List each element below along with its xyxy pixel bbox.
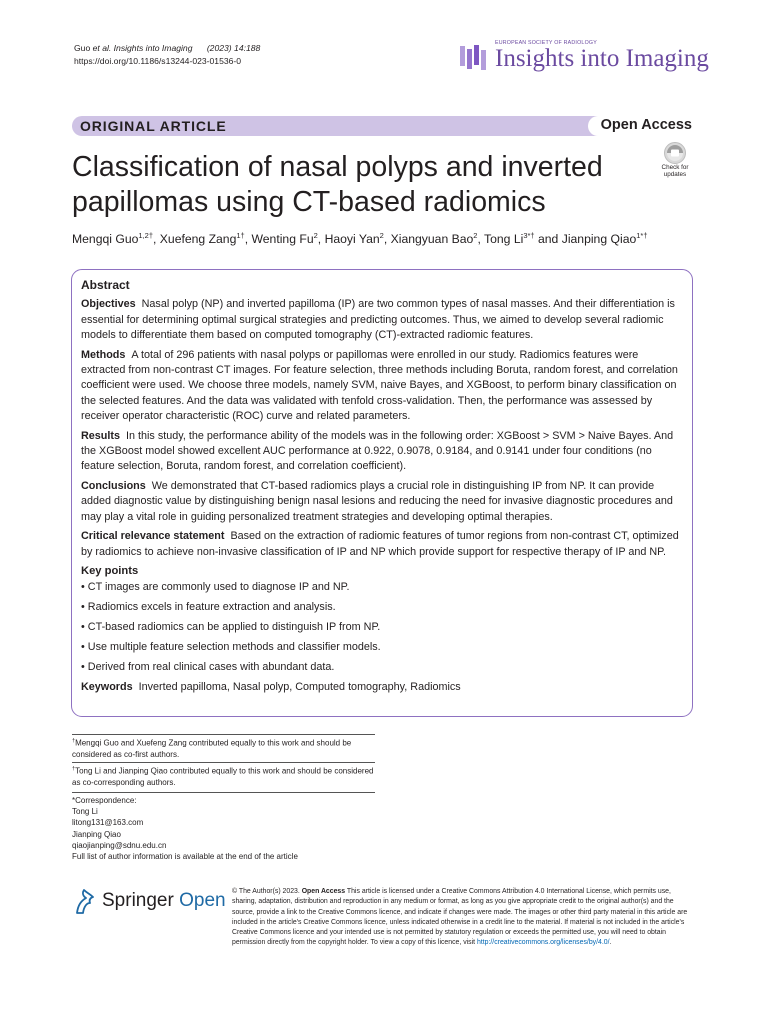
author: Xiangyuan Bao$^2$,	[390, 231, 485, 247]
society-name: EUROPEAN SOCIETY OF RADIOLOGY	[495, 40, 597, 46]
author-info-note: Full list of author information is available at the end of the article	[72, 852, 298, 862]
author-list	[72, 231, 712, 246]
footnote-co-first: †Mengqi Guo and Xuefeng Zang contributed equally to this work and should be considered as co-first authors.	[72, 738, 352, 759]
footnote-co-corresponding: †Tong Li and Jianping Qiao contributed equally to this work and should be considered as co-corresponding authors.	[72, 766, 374, 787]
author: Wenting Fu$^2$,	[251, 231, 325, 247]
license-end: .	[609, 939, 612, 947]
abstract-heading: Abstract	[81, 278, 130, 292]
key-point: • CT images are commonly used to diagnose IP and NP.	[81, 581, 350, 594]
citation-year: (2023) 14:188	[206, 43, 261, 53]
publisher-open: Open	[173, 890, 226, 911]
citation-authors: Guo	[74, 43, 93, 53]
crossmark-line2: updates	[663, 171, 687, 178]
citation-block	[74, 42, 260, 68]
journal-emblem-icon	[458, 43, 492, 73]
correspondence-email[interactable]: qiaojianping@sdnu.edu.cn	[72, 840, 167, 850]
key-point: • Radiomics excels in feature extraction and analysis.	[81, 601, 336, 614]
citation-line	[74, 42, 260, 55]
citation-journal: et al. Insights into Imaging	[92, 43, 193, 53]
correspondence-name: Tong Li	[72, 807, 98, 817]
check-for-updates-badge[interactable]	[656, 141, 694, 183]
journal-logo[interactable]	[458, 40, 709, 76]
key-point: • Use multiple feature selection methods and classifier models.	[81, 641, 381, 654]
abstract-results: Results In this study, the performance ability of the models was in the following order: XGBoost > SVM > Naive Bayes. And the XGBoost model showed excellent AUC performance at 0.922, 0.9078, 0.9184, and 0.9141 under four conditions (no feature selection, Boruta, random forest, and correlation coefficient).	[81, 429, 674, 473]
correspondence-block	[72, 795, 375, 862]
author: Xuefeng Zang$^{1\dagger}$,	[159, 231, 252, 247]
springer-open-logo[interactable]	[72, 886, 226, 920]
journal-name: Insights into Imaging	[495, 45, 709, 72]
abstract-conclusions: Conclusions We demonstrated that CT-based radiomics plays a crucial role in distinguishing IP from NP. It can provide added diagnostic value by distinguishing benign nasal lesions and reducing the need for invasive diagnostic procedures and may play a vital role in guiding personalized treatment strategies and developing optimal therapies.	[81, 479, 673, 523]
article-type: ORIGINAL ARTICLE	[80, 118, 227, 134]
abstract-objectives: Objectives Nasal polyp (NP) and inverted papilloma (IP) are two common types of nasal masses. And their differentiation is essential for determining optimal surgical strategies and predicting outcomes. Thus, we aimed to develop several radiomic models to differentiate them based on computed tomography (CT)-extracted radiomic features.	[81, 298, 675, 342]
license-link[interactable]: http://creativecommons.org/licenses/by/4.0/	[476, 939, 610, 947]
abstract-box	[71, 269, 693, 717]
open-access-badge	[588, 116, 692, 136]
author: Haoyi Yan$^2$,	[324, 231, 391, 247]
correspondence-label: *Correspondence:	[72, 796, 137, 805]
doi-link[interactable]: https://doi.org/10.1186/s13244-023-01536-0	[74, 56, 242, 66]
key-point: • Derived from real clinical cases with abundant data.	[81, 661, 335, 674]
springer-horse-icon	[72, 888, 98, 916]
footnote-divider	[72, 762, 375, 763]
keywords: Keywords Inverted papilloma, Nasal polyp, Computed tomography, Radiomics	[81, 681, 461, 694]
author: Jianping Qiao$^{1*\dagger}$	[561, 231, 648, 247]
license-open-access: Open Access	[301, 888, 346, 895]
key-point: • CT-based radiomics can be applied to distinguish IP from NP.	[81, 621, 381, 634]
correspondence-name: Jianping Qiao	[72, 829, 121, 839]
abstract-methods: Methods A total of 296 patients with nasal polyps or papillomas were enrolled in our study. Radiomics features were extracted from non-contrast CT images. For feature selection, three methods including Boruta, random forest, and correlation coefficient were used. We choose three models, namely SVM, naive Bayes, and XGBoost, to perform binary classification on the selected features. And the data was validated with tenfold cross-validation. Then, the performance was assessed by receiver operator characteristic (ROC) curve and related parameters.	[81, 348, 678, 423]
crossmark-line1: Check for	[661, 164, 689, 171]
crossmark-icon	[656, 141, 694, 165]
publisher-name	[102, 890, 226, 912]
license-statement	[232, 887, 694, 949]
open-access-label: Open Access	[600, 117, 692, 133]
footnote-divider	[72, 734, 375, 735]
abstract-critical-relevance: Critical relevance statement Based on the extraction of radiomic features of tumor regions from non-contrast CT, optimized by radiomics to achieve non-invasive classification of IP and NP which provide support for respective therapy of IP and NP.	[81, 530, 679, 558]
footnote-divider	[72, 792, 375, 793]
key-points-heading: Key points	[81, 564, 139, 577]
author: Tong $Li^{3*\dagger}$ and	[484, 231, 562, 247]
author: Mengqi Guo$^{1,2\dagger}$,	[72, 231, 160, 247]
license-copyright: © The Author(s) 2023.	[232, 888, 302, 895]
correspondence-email[interactable]: litong131@163.com	[72, 818, 144, 828]
license-text: This article is licensed under a Creative Commons Attribution 4.0 International License, which permits use, sharing, adaptation, distribution and reproduction in any medium or format, as long as you give appropriate credit to the original author(s) and the source, provide a link to the Creative Commons licence, and indicate if changes were made. The images or other third party material in this article are included in the article's Creative Commons licence, unless indicated otherwise in a credit line to the material. If material is not included in the article's Creative Commons licence and your intended use is not permitted by statutory regulation or exceeds the permitted use, you will need to obtain permission directly from the copyright holder. To view a copy of this licence, visit	[232, 888, 688, 947]
article-type-banner	[72, 116, 692, 136]
publisher-springer: Springer	[102, 890, 174, 911]
article-title: Classification of nasal polyps and inverted papillomas using CT-based radiomics	[72, 151, 603, 218]
crossmark-label	[656, 164, 694, 178]
